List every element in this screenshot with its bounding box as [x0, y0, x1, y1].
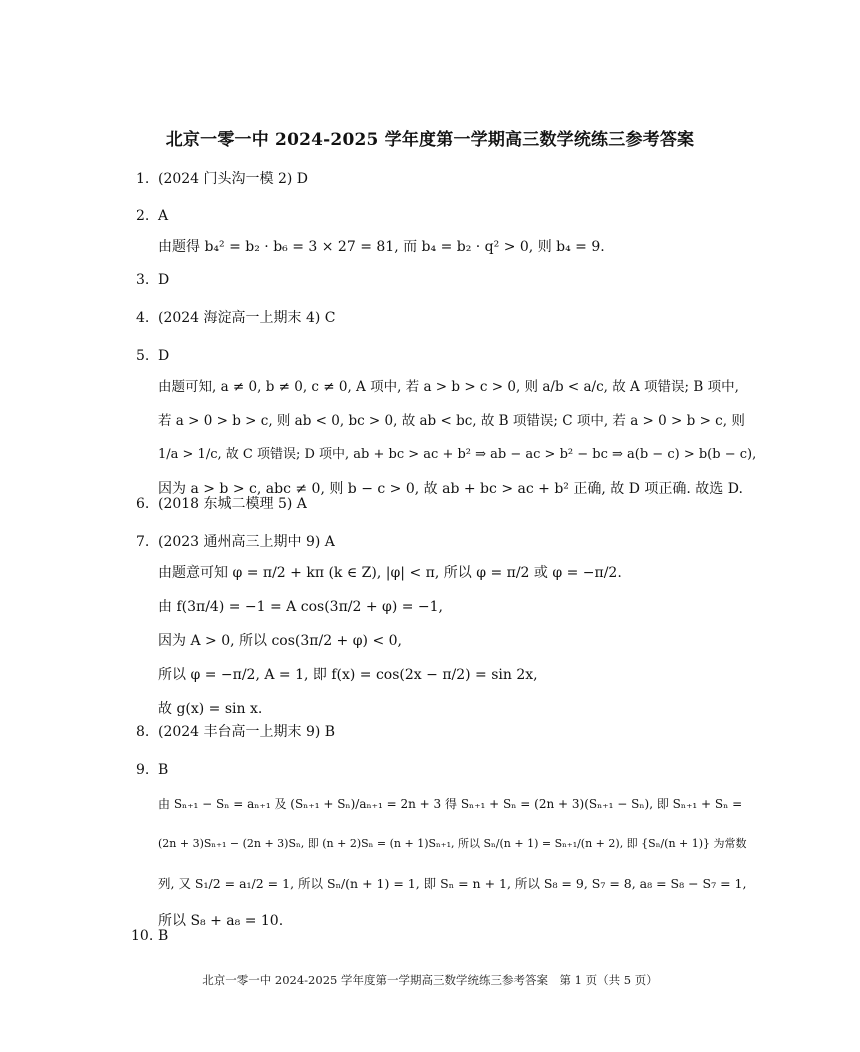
- item-answer: (2024 丰台高一上期末 9) B: [158, 724, 336, 740]
- solution-line: (2n + 3)Sₙ₊₁ − (2n + 3)Sₙ, 即 (n + 2)Sₙ = (n + 1)Sₙ₊₁, 所以 Sₙ/(n + 1) = Sₙ₊₁/(n + 2), 即 {Sₙ/(n + 1)} 为常数: [158, 837, 747, 850]
- item-solution: [158, 556, 756, 726]
- item-answer: A: [158, 208, 169, 224]
- item-answer: D: [158, 272, 170, 288]
- item-solution: [158, 784, 756, 938]
- item-answer: (2023 通州高三上期中 9) A: [158, 534, 335, 550]
- page-footer: 北京一零一中 2024-2025 学年度第一学期高三数学统练三参考答案 第 1 页（共 5 页）: [202, 973, 658, 987]
- item-answer: B: [158, 762, 169, 778]
- item-answer: D: [158, 348, 170, 364]
- item-number: 6.: [136, 496, 150, 512]
- item-number: 9.: [136, 762, 150, 778]
- item-answer: (2018 东城二模理 5) A: [158, 496, 307, 512]
- solution-line: 所以 φ = −π/2, A = 1, 即 f(x) = cos(2x − π/2) = sin 2x,: [158, 667, 538, 683]
- item-answer: (2024 海淀高一上期末 4) C: [158, 310, 336, 326]
- item-solution: [158, 370, 756, 506]
- solution-line: 因为 A > 0, 所以 cos(3π/2 + φ) < 0,: [158, 633, 402, 649]
- solution-line: 由题可知, a ≠ 0, b ≠ 0, c ≠ 0, A 项中, 若 a > b > c > 0, 则 a/b < a/c, 故 A 项错误; B 项中,: [158, 379, 739, 395]
- solution-line: 由题得 b₄² = b₂ · b₆ = 3 × 27 = 81, 而 b₄ = b₂ · q² > 0, 则 b₄ = 9.: [158, 239, 605, 255]
- page-title: 北京一零一中 2024-2025 学年度第一学期高三数学统练三参考答案: [165, 130, 695, 150]
- item-number: 7.: [136, 534, 150, 550]
- solution-line: 若 a > 0 > b > c, 则 ab < 0, bc > 0, 故 ab < bc, 故 B 项错误; C 项中, 若 a > 0 > b > c, 则: [158, 413, 745, 429]
- item-number: 4.: [136, 310, 150, 326]
- item-solution: [158, 230, 756, 264]
- solution-line: 所以 S₈ + a₈ = 10.: [158, 913, 284, 929]
- item-number: 3.: [136, 272, 150, 288]
- solution-line: 列, 又 S₁/2 = a₁/2 = 1, 所以 Sₙ/(n + 1) = 1, 即 Sₙ = n + 1, 所以 S₈ = 9, S₇ = 8, a₈ = S₈ − S₇ = 1,: [158, 876, 747, 891]
- item-answer: B: [158, 928, 169, 944]
- item-number: 5.: [136, 348, 150, 364]
- item-number: 8.: [136, 724, 150, 740]
- solution-line: 故 g(x) = sin x.: [158, 701, 263, 717]
- solution-line: 由题意可知 φ = π/2 + kπ (k ∈ Z), |φ| < π, 所以 φ = π/2 或 φ = −π/2.: [158, 565, 622, 581]
- item-number: 2.: [136, 208, 150, 224]
- item-answer: (2024 门头沟一模 2) D: [158, 171, 309, 187]
- item-number: 10.: [131, 928, 154, 944]
- solution-line: 因为 a > b > c, abc ≠ 0, 则 b − c > 0, 故 ab + bc > ac + b² 正确, 故 D 项正确. 故选 D.: [158, 481, 743, 497]
- solution-line: 由 Sₙ₊₁ − Sₙ = aₙ₊₁ 及 (Sₙ₊₁ + Sₙ)/aₙ₊₁ = 2n + 3 得 Sₙ₊₁ + Sₙ = (2n + 3)(Sₙ₊₁ − Sₙ), 即 Sₙ₊₁ + Sₙ =: [158, 797, 743, 811]
- item-number: 1.: [136, 171, 150, 187]
- solution-line: 1/a > 1/c, 故 C 项错误; D 项中, ab + bc > ac + b² ⇒ ab − ac > b² − bc ⇒ a(b − c) > b(b − c),: [158, 447, 757, 462]
- solution-line: 由 f(3π/4) = −1 = A cos(3π/2 + φ) = −1,: [158, 599, 444, 615]
